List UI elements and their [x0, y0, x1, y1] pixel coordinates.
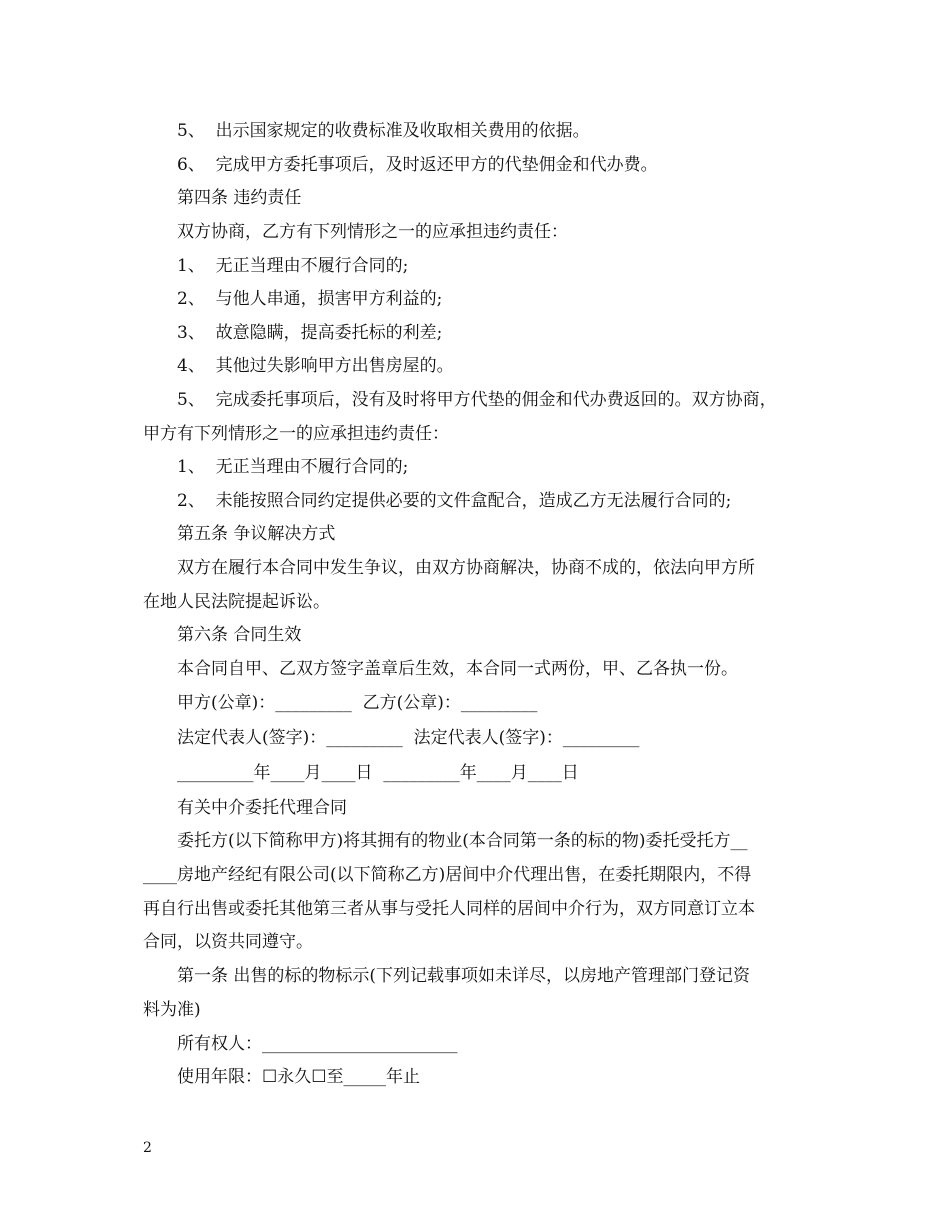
- text-line: 料为准): [143, 1000, 201, 1020]
- section-heading: 第一条 出售的标的物标示(下列记载事项如未详尽，以房地产管理部门登记资: [177, 966, 751, 986]
- text-line: 合同，以资共同遵守。: [143, 932, 313, 952]
- text-line: 双方协商，乙方有下列情形之一的应承担违约责任：: [177, 222, 568, 242]
- section-heading: 第四条 违约责任: [177, 188, 302, 208]
- text-line: 委托方(以下简称甲方)将其拥有的物业(本合同第一条的标的物)委托受托方__: [177, 831, 748, 851]
- text-line: 4、 其他过失影响甲方出售房屋的。: [177, 356, 454, 376]
- text-line: 在地人民法院提起诉讼。: [143, 592, 330, 612]
- text-line: ____房地产经纪有限公司(以下简称乙方)居间中介代理出售，在委托期限内，不得: [143, 865, 752, 885]
- form-field-line: 所有权人：_______________________: [177, 1034, 458, 1054]
- date-line: _________年____月____日 _________年____月____日: [177, 763, 579, 783]
- text-line: 本合同自甲、乙双方签字盖章后生效，本合同一式两份，甲、乙各执一份。: [177, 659, 738, 679]
- text-line: 双方在履行本合同中发生争议，由双方协商解决，协商不成的，依法向甲方所: [177, 558, 755, 578]
- text-line: 1、 无正当理由不履行合同的;: [177, 457, 409, 477]
- signature-line: 甲方(公章)：_________ 乙方(公章)：_________: [177, 693, 538, 713]
- text-line: 5、 完成委托事项后，没有及时将甲方代垫的佣金和代办费返回的。双方协商，: [177, 390, 777, 410]
- page-number: 2: [143, 1140, 152, 1156]
- text-line: 6、 完成甲方委托事项后，及时返还甲方的代垫佣金和代办费。: [177, 155, 658, 175]
- section-heading: 第五条 争议解决方式: [177, 524, 336, 544]
- form-field-line: 使用年限：☐永久☐至_____年止: [177, 1067, 420, 1087]
- text-line: 甲方有下列情形之一的应承担违约责任：: [143, 424, 449, 444]
- section-heading: 第六条 合同生效: [177, 625, 302, 645]
- text-line: 2、 未能按照合同约定提供必要的文件盒配合，造成乙方无法履行合同的;: [177, 491, 732, 511]
- text-line: 2、 与他人串通，损害甲方利益的;: [177, 289, 443, 309]
- text-line: 1、 无正当理由不履行合同的;: [177, 256, 409, 276]
- text-line: 再自行出售或委托其他第三者从事与受托人同样的居间中介行为，双方同意订立本: [143, 899, 755, 919]
- document-title: 有关中介委托代理合同: [177, 798, 347, 818]
- text-line: 5、 出示国家规定的收费标准及收取相关费用的依据。: [177, 121, 590, 141]
- text-line: 3、 故意隐瞒，提高委托标的利差;: [177, 323, 443, 343]
- signature-line: 法定代表人(签字)：_________ 法定代表人(签字)：_________: [177, 728, 640, 748]
